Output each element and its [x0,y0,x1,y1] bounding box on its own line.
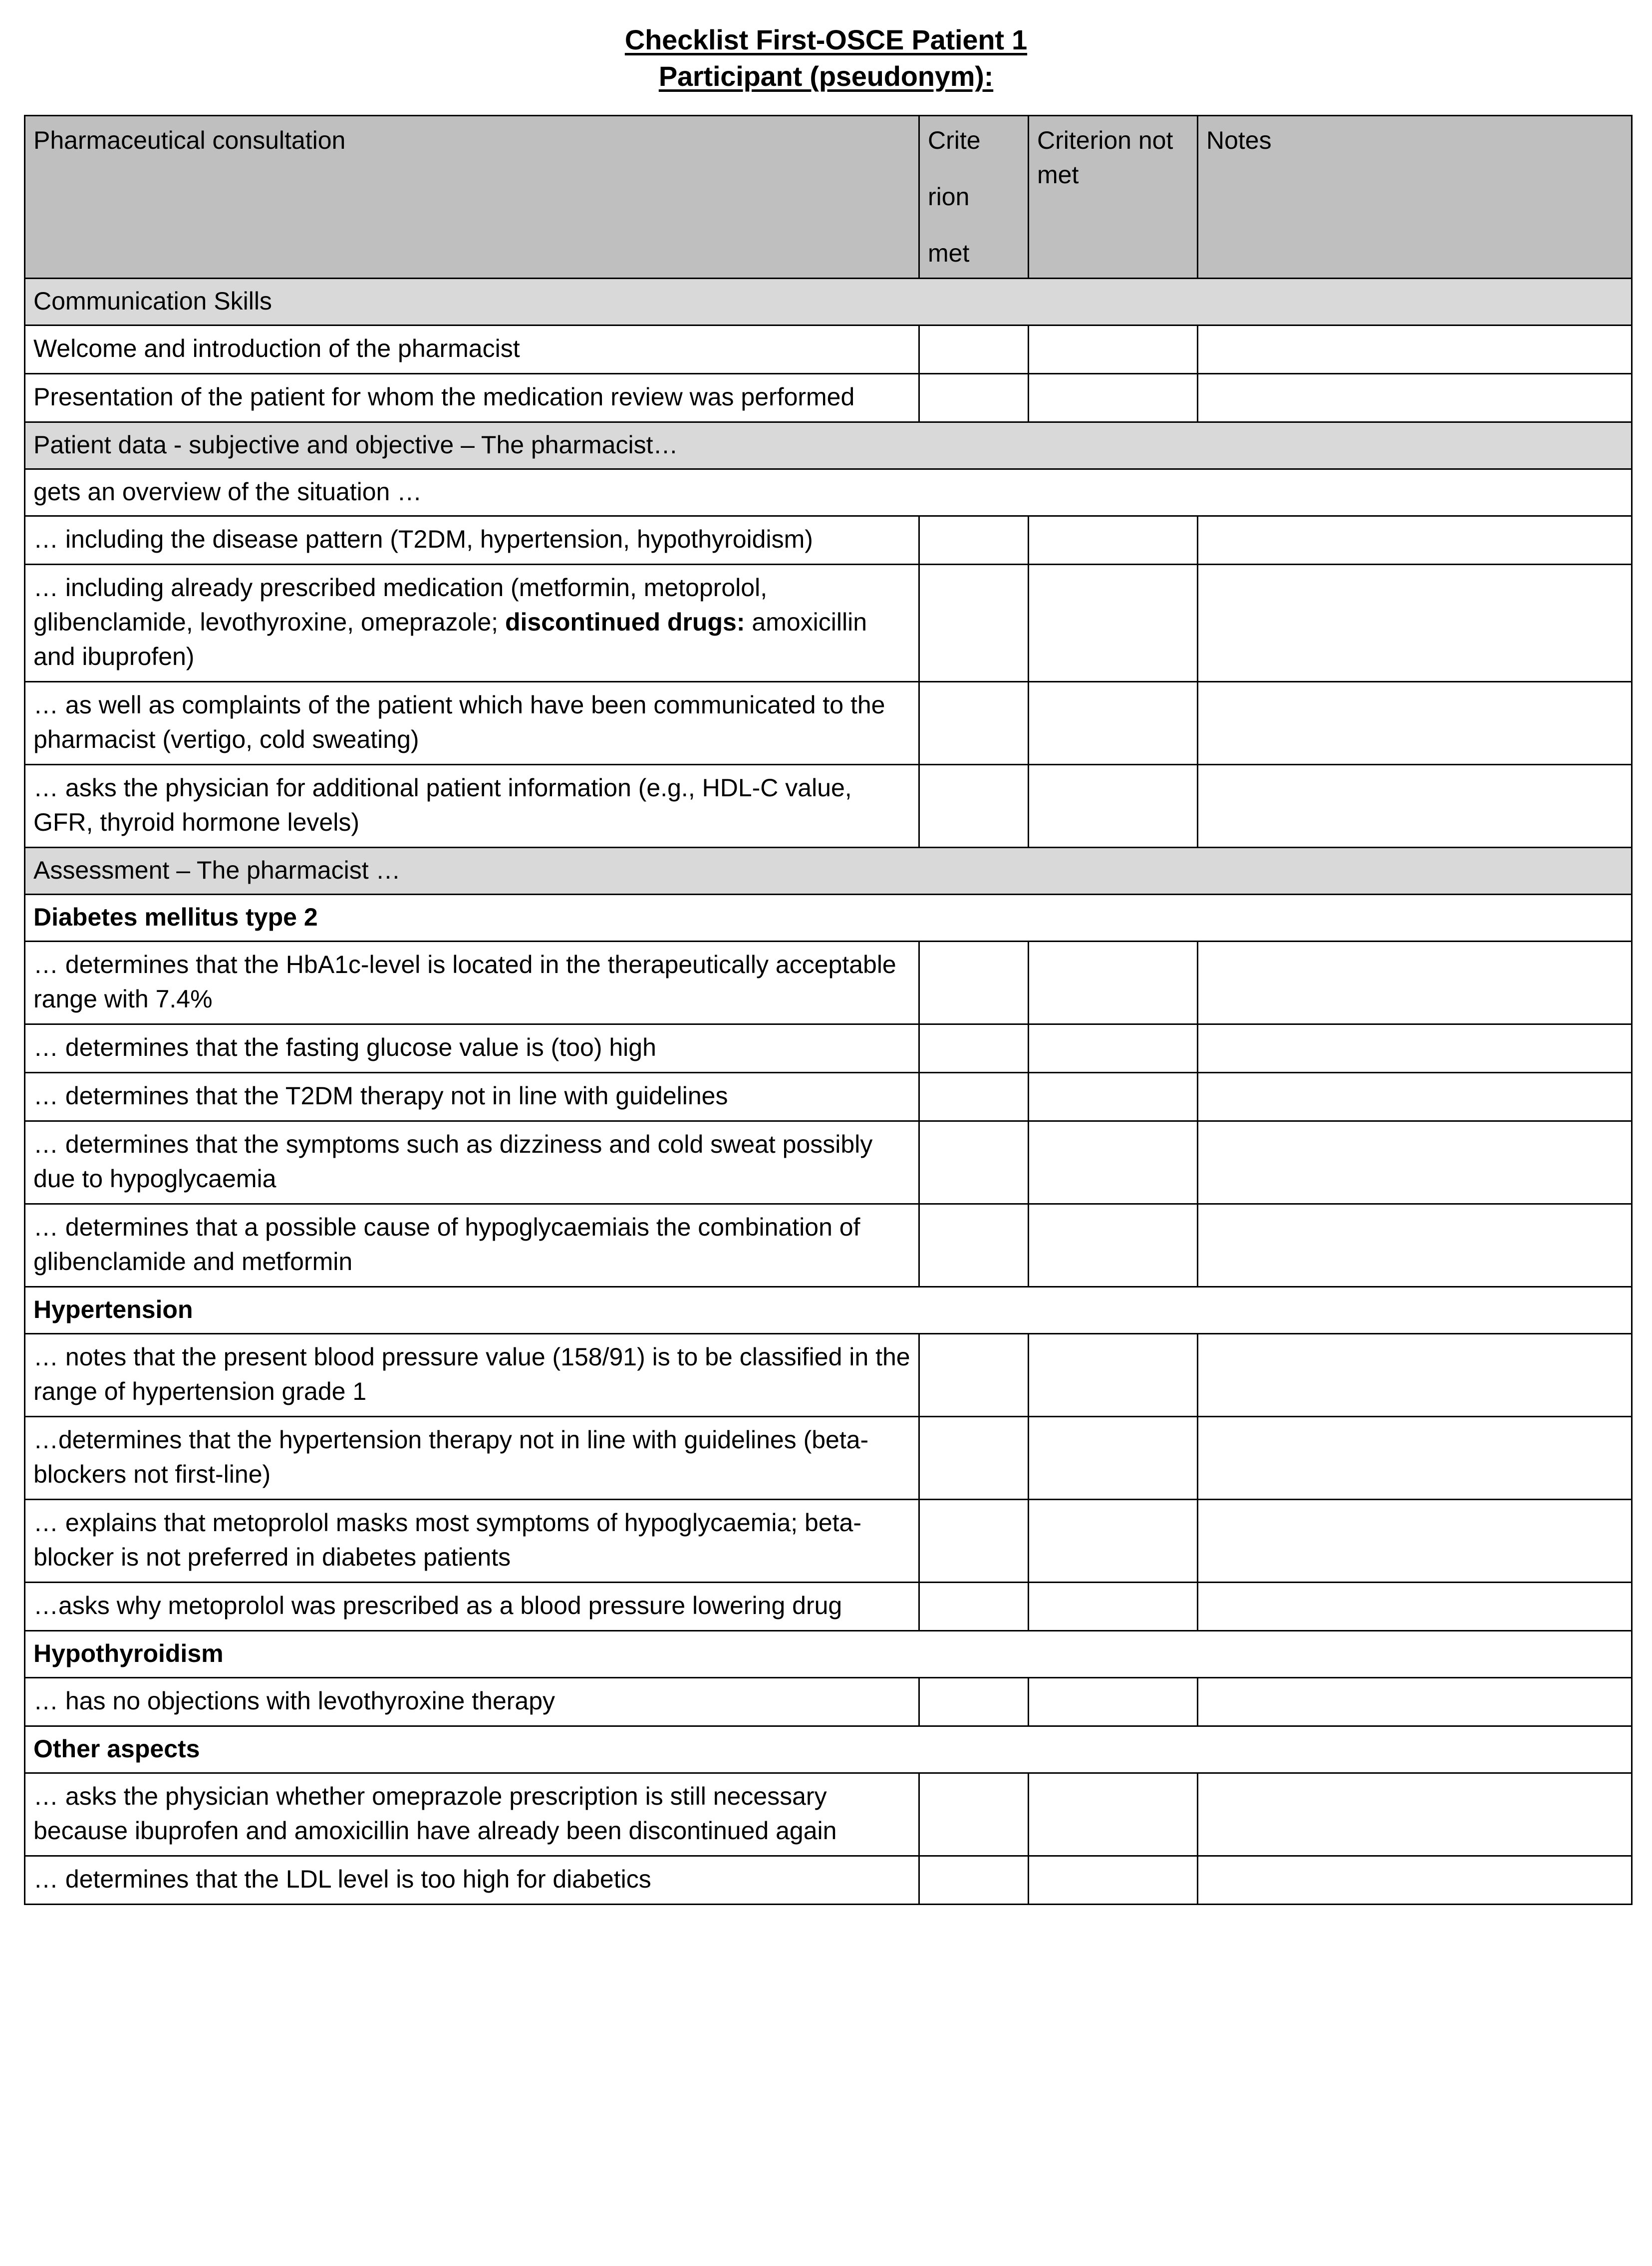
criterion-not-met-checkbox-cell[interactable] [1029,516,1198,564]
checklist-item-label: … determines that the T2DM therapy not in line with guidelines [25,1072,919,1121]
column-header-criterion-met-line-1: Crite [928,126,981,154]
criterion-met-checkbox-cell[interactable] [919,681,1029,764]
criterion-not-met-checkbox-cell[interactable] [1029,564,1198,681]
criterion-not-met-checkbox-cell[interactable] [1029,373,1198,422]
criterion-met-checkbox-cell[interactable] [919,1204,1029,1287]
notes-cell[interactable] [1198,941,1632,1024]
checklist-item-label: … asks the physician for additional patient information (e.g., HDL-C value, GFR, thyroid hormone levels) [25,764,919,847]
subsection-header-row [25,1630,1632,1677]
criterion-not-met-checkbox-cell[interactable] [1029,1072,1198,1121]
checklist-item-row [25,1677,1632,1726]
notes-cell[interactable] [1198,1121,1632,1204]
full-width-item-row [25,469,1632,516]
criterion-met-checkbox-cell[interactable] [919,764,1029,847]
checklist-item-label: … including the disease pattern (T2DM, hypertension, hypothyroidism) [25,516,919,564]
notes-cell[interactable] [1198,681,1632,764]
checklist-item-label: … determines that the symptoms such as dizziness and cold sweat possibly due to hypoglycaemia [25,1121,919,1204]
checklist-item-label: gets an overview of the situation … [25,469,1632,516]
criterion-met-checkbox-cell[interactable] [919,325,1029,373]
table-header-row [25,115,1632,278]
checklist-item-label: Welcome and introduction of the pharmacist [25,325,919,373]
checklist-item-row [25,1499,1632,1582]
criterion-not-met-checkbox-cell[interactable] [1029,1416,1198,1499]
notes-cell[interactable] [1198,1582,1632,1630]
subsection-header-label: Hypothyroidism [25,1630,1632,1677]
checklist-item-row [25,764,1632,847]
column-header-criterion-met-line-2: rion [928,182,970,211]
criterion-met-checkbox-cell[interactable] [919,941,1029,1024]
checklist-item-row [25,373,1632,422]
column-header-criterion-met [919,115,1029,278]
criterion-not-met-checkbox-cell[interactable] [1029,941,1198,1024]
notes-cell[interactable] [1198,1333,1632,1416]
criterion-not-met-checkbox-cell[interactable] [1029,681,1198,764]
checklist-item-label: … as well as complaints of the patient which have been communicated to the pharmacist (vertigo, cold sweating) [25,681,919,764]
checklist-item-row [25,1072,1632,1121]
checklist-item-text-post: amoxicillin and ibuprofen) [33,608,867,670]
checklist-item-label: Presentation of the patient for whom the medication review was performed [25,373,919,422]
checklist-item-label [25,564,919,681]
section-header-row [25,278,1632,325]
section-header-row [25,847,1632,894]
notes-cell[interactable] [1198,325,1632,373]
subsection-header-label: Diabetes mellitus type 2 [25,894,1632,941]
notes-cell[interactable] [1198,1204,1632,1287]
subsection-header-row [25,1726,1632,1773]
column-header-notes: Notes [1198,115,1632,278]
section-header-label: Patient data - subjective and objective – The pharmacist… [25,422,1632,469]
criterion-met-checkbox-cell[interactable] [919,1677,1029,1726]
checklist-item-label: … determines that a possible cause of hypoglycaemiais the combination of glibenclamide and metformin [25,1204,919,1287]
criterion-met-checkbox-cell[interactable] [919,1333,1029,1416]
checklist-item-row [25,1856,1632,1904]
notes-cell[interactable] [1198,764,1632,847]
criterion-not-met-checkbox-cell[interactable] [1029,1204,1198,1287]
notes-cell[interactable] [1198,373,1632,422]
criterion-met-checkbox-cell[interactable] [919,373,1029,422]
column-header-item: Pharmaceutical consultation [25,115,919,278]
criterion-met-checkbox-cell[interactable] [919,1582,1029,1630]
subsection-header-row [25,894,1632,941]
checklist-item-row [25,564,1632,681]
document-title-block [0,0,1652,95]
notes-cell[interactable] [1198,1416,1632,1499]
section-header-label: Assessment – The pharmacist … [25,847,1632,894]
criterion-met-checkbox-cell[interactable] [919,564,1029,681]
subsection-header-label: Hypertension [25,1287,1632,1333]
notes-cell[interactable] [1198,1856,1632,1904]
criterion-met-checkbox-cell[interactable] [919,1499,1029,1582]
section-header-row [25,422,1632,469]
criterion-not-met-checkbox-cell[interactable] [1029,1333,1198,1416]
checklist-table [24,115,1633,1905]
checklist-table-body [25,115,1632,1904]
checklist-item-row [25,1773,1632,1856]
criterion-not-met-checkbox-cell[interactable] [1029,1499,1198,1582]
checklist-item-label: … determines that the fasting glucose value is (too) high [25,1024,919,1072]
criterion-not-met-checkbox-cell[interactable] [1029,764,1198,847]
checklist-item-text-emphasis: discontinued drugs: [505,608,745,636]
checklist-item-label: …determines that the hypertension therapy not in line with guidelines (beta-blockers not first-line) [25,1416,919,1499]
checklist-item-text-pre: … including already prescribed medication (metformin, metoprolol, glibenclamide, levothyroxine, omeprazole; [33,573,768,636]
checklist-item-row [25,1333,1632,1416]
notes-cell[interactable] [1198,1773,1632,1856]
checklist-item-row [25,1204,1632,1287]
checklist-item-label: …asks why metoprolol was prescribed as a blood pressure lowering drug [25,1582,919,1630]
criterion-not-met-checkbox-cell[interactable] [1029,1024,1198,1072]
checklist-item-label: … determines that the LDL level is too high for diabetics [25,1856,919,1904]
column-header-criterion-not-met: Criterion not met [1029,115,1198,278]
criterion-met-checkbox-cell[interactable] [919,1072,1029,1121]
checklist-item-label: … asks the physician whether omeprazole prescription is still necessary because ibuprofen and amoxicillin have already been discontinued again [25,1773,919,1856]
criterion-not-met-checkbox-cell[interactable] [1029,1582,1198,1630]
criterion-not-met-checkbox-cell[interactable] [1029,1773,1198,1856]
checklist-item-row [25,681,1632,764]
criterion-not-met-checkbox-cell[interactable] [1029,1856,1198,1904]
checklist-item-row [25,1024,1632,1072]
document-title-line-2-text: Participant (pseudonym): [658,60,994,92]
notes-cell[interactable] [1198,564,1632,681]
notes-cell[interactable] [1198,1072,1632,1121]
notes-cell[interactable] [1198,1499,1632,1582]
notes-cell[interactable] [1198,1024,1632,1072]
notes-cell[interactable] [1198,1677,1632,1726]
checklist-item-row [25,325,1632,373]
criterion-met-checkbox-cell[interactable] [919,1416,1029,1499]
checklist-table-wrap [0,115,1652,1905]
notes-cell[interactable] [1198,516,1632,564]
document-title-line-1-text: Checklist First-OSCE Patient 1 [624,24,1028,55]
criterion-not-met-checkbox-cell[interactable] [1029,325,1198,373]
criterion-met-checkbox-cell[interactable] [919,516,1029,564]
criterion-not-met-checkbox-cell[interactable] [1029,1121,1198,1204]
subsection-header-row [25,1287,1632,1333]
checklist-item-row [25,1121,1632,1204]
criterion-met-checkbox-cell[interactable] [919,1121,1029,1204]
document-title-line-1 [0,22,1652,58]
subsection-header-label: Other aspects [25,1726,1632,1773]
criterion-met-checkbox-cell[interactable] [919,1773,1029,1856]
checklist-item-row [25,941,1632,1024]
checklist-item-label: … determines that the HbA1c-level is located in the therapeutically acceptable range with 7.4% [25,941,919,1024]
checklist-item-row [25,1582,1632,1630]
checklist-item-row [25,1416,1632,1499]
criterion-met-checkbox-cell[interactable] [919,1024,1029,1072]
checklist-item-label: … notes that the present blood pressure value (158/91) is to be classified in the range of hypertension grade 1 [25,1333,919,1416]
section-header-label: Communication Skills [25,278,1632,325]
criterion-met-checkbox-cell[interactable] [919,1856,1029,1904]
criterion-not-met-checkbox-cell[interactable] [1029,1677,1198,1726]
checklist-item-label: … explains that metoprolol masks most symptoms of hypoglycaemia; beta-blocker is not preferred in diabetes patients [25,1499,919,1582]
checklist-item-label: … has no objections with levothyroxine therapy [25,1677,919,1726]
checklist-item-row [25,516,1632,564]
column-header-criterion-met-line-3: met [928,239,970,267]
document-title-line-2 [0,58,1652,95]
